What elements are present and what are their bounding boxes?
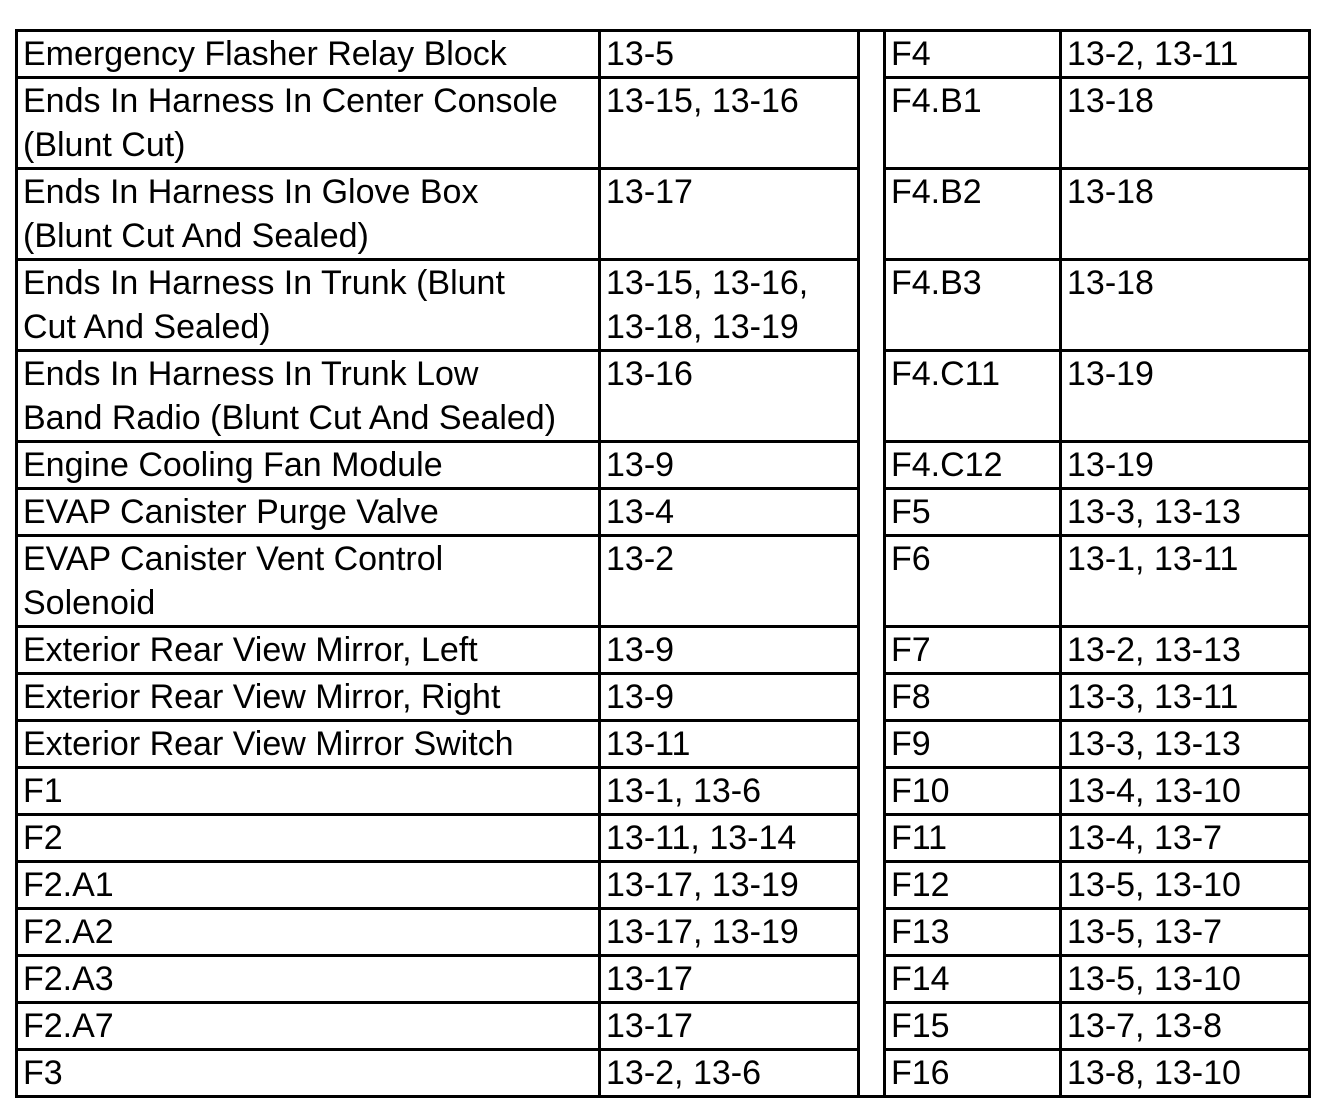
page-ref-cell [1061,78,1310,169]
component-name-cell-line: F4.B3 [891,264,982,302]
page-ref-cell [600,31,859,78]
component-name-cell-line: F11 [891,819,948,857]
page-ref-cell-line: 13-3, 13-13 [1067,493,1241,531]
table-row [17,31,1310,78]
component-name-cell-line: Ends In Harness In Glove Box [23,173,479,211]
component-index-body [17,31,1310,1097]
component-name-cell-line: (Blunt Cut And Sealed) [23,217,369,255]
page-ref-cell-line: 13-2 [606,540,675,578]
table-row [17,862,1310,909]
page-ref-cell-line: 13-8, 13-10 [1067,1054,1241,1092]
table-row [17,442,1310,489]
page-ref-cell [1061,721,1310,768]
page-ref-cell [600,627,859,674]
component-name-cell [885,78,1061,169]
component-name-cell [17,768,600,815]
page-ref-cell-line: 13-4, 13-10 [1067,772,1241,810]
component-name-cell [885,442,1061,489]
component-name-cell-line: F2.A1 [23,866,114,904]
component-name-cell [17,1050,600,1097]
table-row [17,721,1310,768]
page-ref-cell [600,1050,859,1097]
page-ref-cell [600,260,859,351]
component-name-cell-line: F4.B1 [891,82,982,120]
page-ref-cell-line: 13-18 [1067,173,1154,211]
page-ref-cell-line: 13-17, 13-19 [606,866,799,904]
page-ref-cell-line: 13-2, 13-11 [1067,35,1239,73]
page-ref-cell [600,721,859,768]
table-row [17,169,1310,260]
column-gap [859,674,885,721]
column-gap [859,351,885,442]
table-row [17,956,1310,1003]
page-ref-cell [1061,1003,1310,1050]
page-ref-cell-line: 13-18 [1067,82,1154,120]
component-name-cell [885,536,1061,627]
column-gap [859,260,885,351]
component-name-cell [17,674,600,721]
component-name-cell [885,1050,1061,1097]
component-name-cell-line: F3 [23,1054,63,1092]
component-name-cell-line: F1 [23,772,63,810]
page-ref-cell-line: 13-7, 13-8 [1067,1007,1222,1045]
component-name-cell-line: F9 [891,725,931,763]
component-name-cell [17,536,600,627]
page-ref-cell [1061,1050,1310,1097]
page-ref-cell [1061,909,1310,956]
page-ref-cell-line: 13-11, 13-14 [606,819,797,857]
page-ref-cell [600,674,859,721]
page-ref-cell-line: 13-18 [1067,264,1154,302]
page-ref-cell-line: 13-5, 13-7 [1067,913,1222,951]
component-name-cell-line: Exterior Rear View Mirror Switch [23,725,514,763]
component-name-cell [17,489,600,536]
page-ref-cell-line: 13-19 [1067,355,1154,393]
component-name-cell [885,721,1061,768]
component-name-cell-line: Engine Cooling Fan Module [23,446,443,484]
component-name-cell-line: F14 [891,960,950,998]
component-name-cell-line: F6 [891,540,931,578]
page-ref-cell-line: 13-1, 13-6 [606,772,761,810]
page-ref-cell-line: 13-2, 13-13 [1067,631,1241,669]
component-name-cell [17,815,600,862]
component-name-cell [885,768,1061,815]
table-row [17,674,1310,721]
component-name-cell-line: F2 [23,819,63,857]
page-ref-cell-line: 13-16 [606,355,693,393]
column-gap [859,536,885,627]
component-name-cell [17,78,600,169]
component-name-cell-line: Ends In Harness In Center Console [23,82,558,120]
column-gap [859,489,885,536]
component-name-cell [17,909,600,956]
table-row [17,536,1310,627]
table-row [17,768,1310,815]
component-name-cell-line: F5 [891,493,931,531]
table-row [17,489,1310,536]
page-ref-cell-line: 13-17 [606,1007,693,1045]
component-name-cell-line: EVAP Canister Vent Control [23,540,444,578]
component-name-cell [885,260,1061,351]
column-gap [859,721,885,768]
component-name-cell-line: F2.A2 [23,913,114,951]
component-name-cell [885,31,1061,78]
page-ref-cell [1061,442,1310,489]
page-ref-cell [1061,260,1310,351]
page-ref-cell [1061,956,1310,1003]
page-ref-cell-line: 13-15, 13-16 [606,82,799,120]
page-ref-cell [1061,489,1310,536]
component-name-cell [17,260,600,351]
component-name-cell-line: Emergency Flasher Relay Block [23,35,507,73]
component-name-cell [885,909,1061,956]
page-ref-cell-line: 13-3, 13-11 [1067,678,1239,716]
component-name-cell-line: EVAP Canister Purge Valve [23,493,439,531]
table-row [17,78,1310,169]
component-name-cell-line: F16 [891,1054,950,1092]
column-gap [859,909,885,956]
component-name-cell-line: F2.A3 [23,960,114,998]
column-gap [859,78,885,169]
page-ref-cell-line: 13-5, 13-10 [1067,866,1241,904]
component-name-cell-line: (Blunt Cut) [23,126,186,164]
page-ref-cell-line: 13-18, 13-19 [606,308,799,346]
page-ref-cell-line: 13-4, 13-7 [1067,819,1222,857]
component-name-cell-line: F7 [891,631,931,669]
component-name-cell [17,31,600,78]
table-row [17,909,1310,956]
component-name-cell [17,862,600,909]
page-ref-cell-line: 13-11 [606,725,691,763]
page-ref-cell [1061,768,1310,815]
page-ref-cell-line: 13-9 [606,446,675,484]
page-ref-cell-line: 13-19 [1067,446,1154,484]
component-name-cell-line: F10 [891,772,950,810]
page-ref-cell [1061,169,1310,260]
table-row [17,1050,1310,1097]
component-name-cell-line: F13 [891,913,950,951]
component-name-cell [885,956,1061,1003]
table-row [17,815,1310,862]
component-name-cell-line: F4.B2 [891,173,982,211]
component-name-cell [885,1003,1061,1050]
page-ref-cell [1061,351,1310,442]
component-name-cell [17,169,600,260]
column-gap [859,768,885,815]
component-name-cell-line: Exterior Rear View Mirror, Left [23,631,478,669]
component-name-cell-line: Cut And Sealed) [23,308,271,346]
page-ref-cell-line: 13-17, 13-19 [606,913,799,951]
component-name-cell-line: Ends In Harness In Trunk Low [23,355,479,393]
page-ref-cell-line: 13-17 [606,960,693,998]
component-name-cell [17,956,600,1003]
page-ref-cell-line: 13-9 [606,631,675,669]
component-index-table [15,29,1311,1098]
column-gap [859,442,885,489]
column-gap [859,862,885,909]
page-ref-cell-line: 13-3, 13-13 [1067,725,1241,763]
table-row [17,1003,1310,1050]
column-gap [859,31,885,78]
page-ref-cell [1061,536,1310,627]
component-name-cell-line: Band Radio (Blunt Cut And Sealed) [23,399,557,437]
component-name-cell [17,442,600,489]
column-gap [859,627,885,674]
table-row [17,351,1310,442]
component-name-cell [885,351,1061,442]
column-gap [859,1050,885,1097]
column-gap [859,815,885,862]
column-gap [859,956,885,1003]
column-gap [859,1003,885,1050]
page-ref-cell [600,956,859,1003]
component-name-cell [885,169,1061,260]
component-name-cell [885,674,1061,721]
component-name-cell [885,815,1061,862]
page-ref-cell-line: 13-15, 13-16, [606,264,809,302]
component-name-cell-line: Ends In Harness In Trunk (Blunt [23,264,505,302]
component-name-cell-line: F4.C12 [891,446,1003,484]
page-ref-cell [600,489,859,536]
component-name-cell [17,627,600,674]
column-gap [859,169,885,260]
page-ref-cell [1061,674,1310,721]
component-name-cell [885,489,1061,536]
page-ref-cell [1061,31,1310,78]
component-name-cell [17,351,600,442]
page-ref-cell-line: 13-5, 13-10 [1067,960,1241,998]
page-ref-cell [600,536,859,627]
component-name-cell [17,721,600,768]
page-ref-cell [600,768,859,815]
component-name-cell-line: Solenoid [23,584,156,622]
table-row [17,260,1310,351]
page-ref-cell [600,169,859,260]
page-ref-cell [1061,862,1310,909]
component-name-cell-line: F4 [891,35,931,73]
page-ref-cell [600,351,859,442]
component-name-cell [885,862,1061,909]
page-ref-cell [600,862,859,909]
component-name-cell-line: F4.C11 [891,355,1000,393]
page-ref-cell [1061,815,1310,862]
table-row [17,627,1310,674]
page-ref-cell-line: 13-4 [606,493,675,531]
component-name-cell-line: Exterior Rear View Mirror, Right [23,678,501,716]
component-name-cell-line: F15 [891,1007,950,1045]
page-ref-cell [600,78,859,169]
page-ref-cell-line: 13-2, 13-6 [606,1054,761,1092]
page-ref-cell-line: 13-17 [606,173,693,211]
component-name-cell-line: F12 [891,866,950,904]
page-ref-cell [600,815,859,862]
page-ref-cell-line: 13-5 [606,35,675,73]
page-ref-cell [600,442,859,489]
component-name-cell-line: F2.A7 [23,1007,114,1045]
page-ref-cell [600,909,859,956]
page-ref-cell-line: 13-1, 13-11 [1067,540,1239,578]
page-ref-cell [1061,627,1310,674]
page-ref-cell [600,1003,859,1050]
component-name-cell [885,627,1061,674]
component-name-cell-line: F8 [891,678,931,716]
component-name-cell [17,1003,600,1050]
page-ref-cell-line: 13-9 [606,678,675,716]
